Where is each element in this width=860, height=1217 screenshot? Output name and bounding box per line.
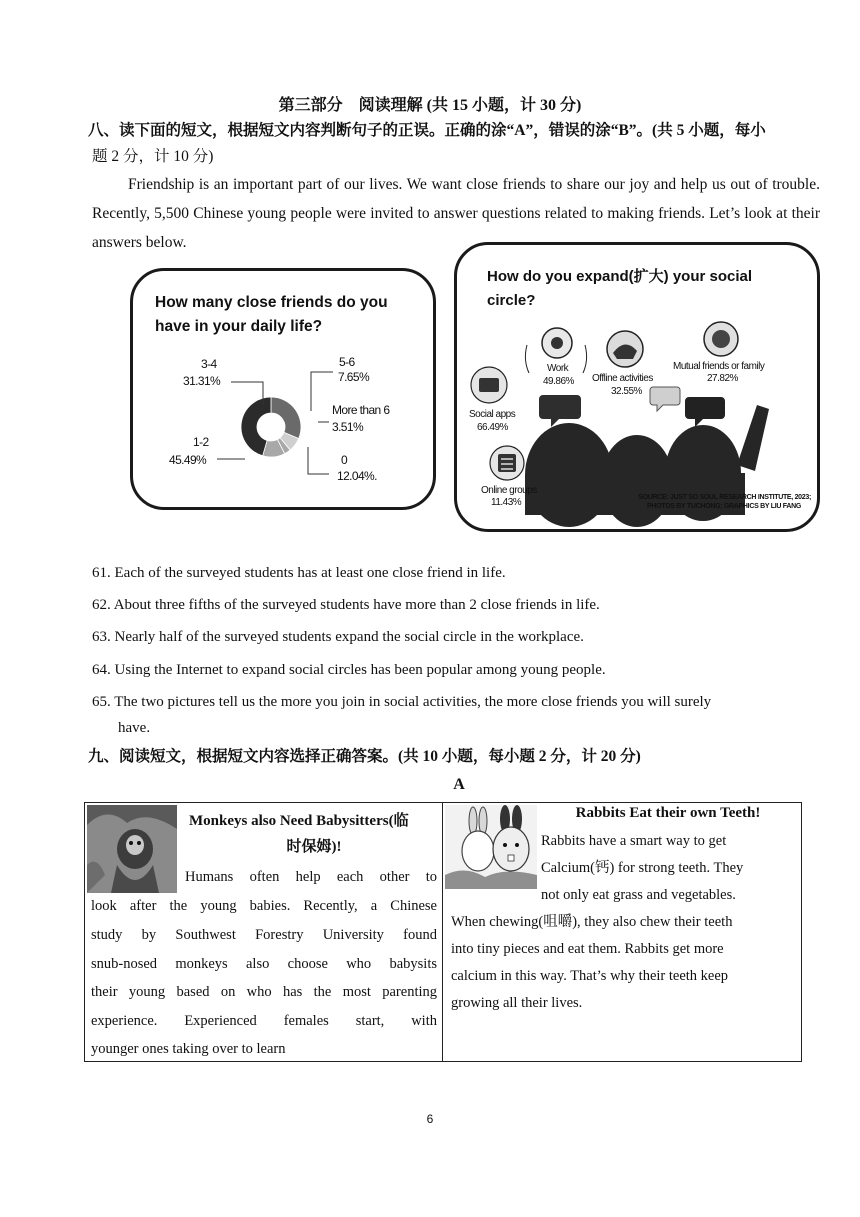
question-number: 62. <box>92 597 111 613</box>
pie-value-more-than-6: 3.51% <box>332 420 364 434</box>
passage-table <box>84 802 802 1062</box>
social-apps-icon <box>471 367 507 403</box>
value-offline-activities: 32.55% <box>611 386 642 397</box>
value-online-groups: 11.43% <box>491 497 522 508</box>
pie-label-3-4: 3-4 <box>201 357 217 371</box>
label-online-groups: Online groups <box>481 485 537 496</box>
rabbits-text-line6: calcium in this way. That’s why their teeth keep <box>451 968 729 984</box>
label-social-apps: Social apps <box>469 409 516 420</box>
rabbits-text-line2: Calcium(钙) for strong teeth. They <box>541 860 744 876</box>
close-friends-chart <box>130 268 436 510</box>
monkeys-text-line3: study by Southwest Forestry University found <box>91 927 437 943</box>
question-65 <box>92 691 812 739</box>
question-63 <box>92 626 812 648</box>
value-mutual-friends: 27.82% <box>707 373 738 384</box>
label-offline-activities: Offline activities <box>592 373 653 384</box>
monkey-photo <box>87 805 177 893</box>
rabbits-text-line7: growing all their lives. <box>451 995 583 1011</box>
value-social-apps: 66.49% <box>477 422 508 433</box>
chat-bubble-icon <box>539 395 581 427</box>
monkeys-passage <box>85 803 443 1061</box>
monkeys-text-line5: their young based on who has the most parenting <box>91 984 437 1000</box>
social-circle-chart <box>454 242 820 532</box>
question-text: About three fifths of the surveyed students have more than 2 close friends in life. <box>113 597 600 613</box>
pie-label-more-than-6: More than 6 <box>332 403 390 417</box>
question-62 <box>92 594 812 616</box>
section8-heading-line1: 八、读下面的短文，根据短文内容判断句子的正误。正确的涂“A”，错误的涂“B”。(共 5 小题，每小 <box>88 122 766 139</box>
monkeys-text-line6: experience. Experienced females start, with <box>91 1013 437 1029</box>
question-number: 63. <box>92 629 111 645</box>
question-text: Nearly half of the surveyed students expand the social circle in the workplace. <box>114 629 584 645</box>
question-text-continued: have. <box>118 720 151 736</box>
value-work: 49.86% <box>543 376 574 387</box>
section8-heading-line2: 题 2 分，计 10 分) <box>92 148 214 165</box>
question-text: Using the Internet to expand social circles has been popular among young people. <box>114 662 606 678</box>
online-groups-icon <box>490 446 524 480</box>
rabbits-text-line4: When chewing(咀嚼), they also chew their teeth <box>451 914 733 930</box>
question-number: 64. <box>92 662 111 678</box>
rabbits-text-line1: Rabbits have a smart way to get <box>541 833 727 849</box>
monkeys-text-line2: look after the young babies. Recently, a Chinese <box>91 898 437 914</box>
rabbits-text-line3: not only eat grass and vegetables. <box>541 887 736 903</box>
monkeys-text-line1: Humans often help each other to <box>185 869 437 885</box>
page-number: 6 <box>426 1112 434 1126</box>
pie-value-1-2: 45.49% <box>169 453 207 467</box>
pie-label-1-2: 1-2 <box>193 435 209 449</box>
leader-line-0 <box>308 447 329 474</box>
donut-slice-3-4 <box>271 397 301 439</box>
rabbit-photo <box>445 805 537 889</box>
question-number: 61. <box>92 565 111 581</box>
leader-line-5-6 <box>311 372 333 411</box>
offline-activities-icon <box>607 331 643 367</box>
label-mutual-friends: Mutual friends or family <box>673 361 765 372</box>
monkeys-title-line1: Monkeys also Need Babysitters(临 <box>189 813 409 829</box>
pie-value-3-4: 31.31% <box>183 374 221 388</box>
pie-label-0: 0 <box>341 453 348 467</box>
question-text: The two pictures tell us the more you join in social activities, the more close friends you will surely <box>114 694 712 710</box>
question-64 <box>92 659 812 681</box>
section8-heading <box>88 118 812 170</box>
rabbits-text-line5: into tiny pieces and eat them. Rabbits get more <box>451 941 724 957</box>
label-work: Work <box>547 363 569 374</box>
source-line-1: SOURCE: JUST SO SOUL RESEARCH INSTITUTE, 2023; <box>638 494 811 501</box>
pie-value-5-6: 7.65% <box>338 370 370 384</box>
mutual-friends-icon <box>704 322 738 356</box>
pie-label-5-6: 5-6 <box>339 355 355 369</box>
monkeys-text-line4: snub-nosed monkeys also choose who babysits <box>91 956 437 972</box>
social-circle-chart-title: How do you expand(扩大) your social circle? <box>487 268 753 309</box>
question-number: 65. <box>92 694 111 710</box>
rabbits-title: Rabbits Eat their own Teeth! <box>575 805 761 821</box>
rabbits-passage <box>443 803 801 1061</box>
part-letter-a: A <box>453 776 465 793</box>
monkeys-title-line2: 时保姆)! <box>286 839 342 855</box>
question-text: Each of the surveyed students has at least one close friend in life. <box>114 565 506 581</box>
pie-value-0: 12.04%. <box>337 469 377 483</box>
source-line-2: PHOTOS BY TUCHONG; GRAPHICS BY LIU FANG <box>647 503 801 510</box>
close-friends-chart-title: How many close friends do you have in your daily life? <box>155 294 388 335</box>
question-61 <box>92 562 812 584</box>
close-friends-donut <box>133 271 433 507</box>
part-title: 第三部分 阅读理解 (共 15 小题，计 30 分) <box>278 97 582 114</box>
thought-bubble-icon <box>650 387 680 411</box>
section9-heading: 九、阅读短文，根据短文内容选择正确答案。(共 10 小题，每小题 2 分，计 20 分) <box>88 748 641 765</box>
monkeys-text-line7: younger ones taking over to learn <box>91 1041 286 1057</box>
intro-passage-text: Friendship is an important part of our lives. We want close friends to share our joy and help us out of trouble. Recently, 5,500 Chinese young people were invited to answer questions related to making friends. Let’s look at their answers below. <box>92 176 820 251</box>
dark-bubble-icon <box>685 397 725 427</box>
